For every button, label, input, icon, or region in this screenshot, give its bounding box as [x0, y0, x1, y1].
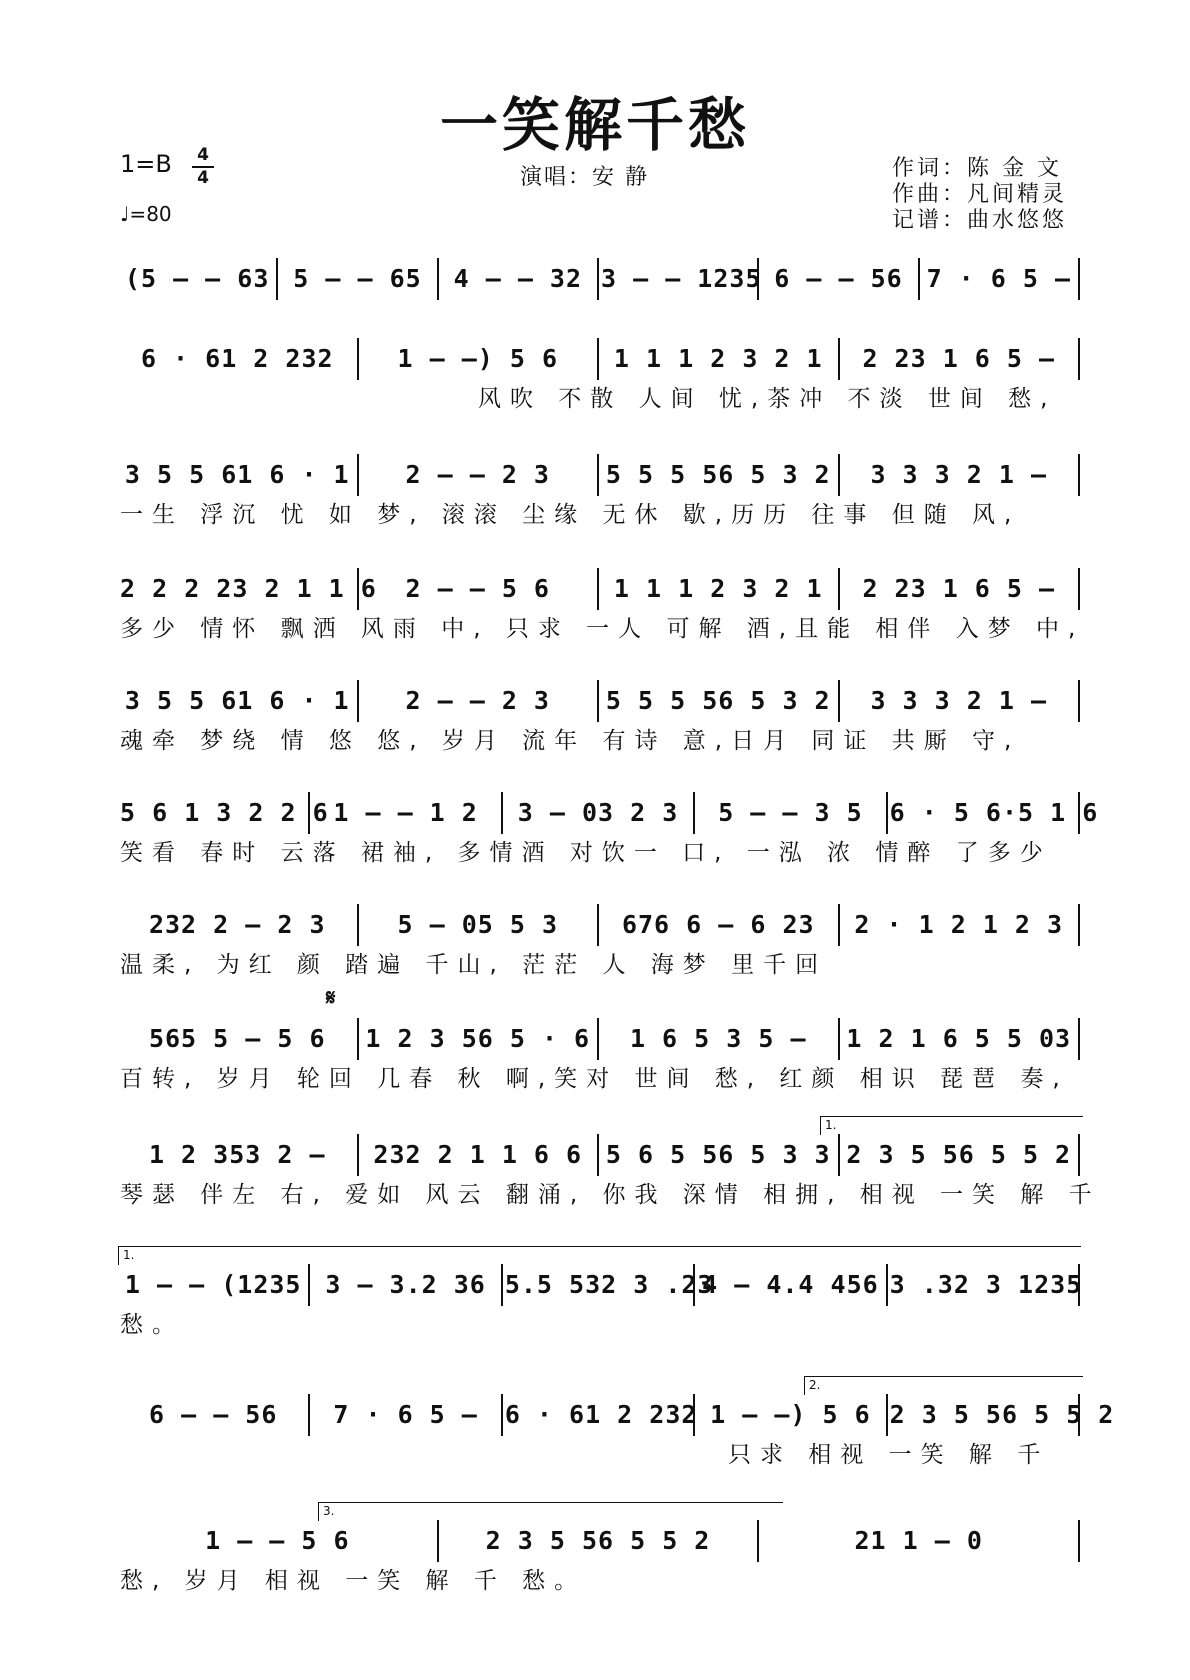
measure: 2 · 1 2 1 2 3	[840, 904, 1081, 946]
notation-row	[118, 1262, 1083, 1308]
measure: 2 – – 2 3	[359, 454, 600, 496]
measure: 3 5 5 61 6 · 1	[118, 680, 359, 722]
measure: 1 – –) 5 6	[359, 338, 600, 380]
lyrics-row: 琴瑟 伴左 右, 爱如 风云 翻涌, 你我 深情 相拥, 相视 一笑 解 千	[120, 1182, 1101, 1208]
time-signature-bottom: 4	[197, 168, 209, 188]
tempo-mark: ♩=80	[120, 202, 172, 226]
volta-1-second: 1.	[118, 1246, 1081, 1265]
measure: 2 23 1 6 5 –	[840, 568, 1081, 610]
measure: 2 3 5 56 5 5 2	[888, 1394, 1080, 1436]
measure: 1 2 1 6 5 5 03	[840, 1018, 1081, 1060]
singer-credit: 演唱：安 静	[520, 165, 649, 190]
credits-block	[892, 156, 1067, 234]
measure: 6 · 5 6·5 1 6	[888, 792, 1080, 834]
measure: 565 5 – 5 6	[118, 1018, 359, 1060]
score-line	[118, 256, 1080, 336]
score-line	[118, 1518, 1080, 1598]
measure: 1 2 3 56 5 · 6	[359, 1018, 600, 1060]
measure: 6 · 61 2 232	[118, 338, 359, 380]
notation-row	[118, 452, 1080, 498]
score-line	[118, 1392, 1115, 1472]
measure: 3 – 3.2 36	[310, 1264, 502, 1306]
score-line	[118, 678, 1080, 758]
measure: (5 – – 63	[118, 258, 278, 300]
measure: 5 – 05 5 3	[359, 904, 600, 946]
measure: 5 – – 3 5	[695, 792, 887, 834]
lyrics-row: 愁。	[120, 1312, 184, 1338]
measure: 5 5 5 56 5 3 2	[599, 680, 840, 722]
measure: 6 – – 56	[118, 1394, 310, 1436]
measure: 3 3 3 2 1 –	[840, 680, 1081, 722]
measure: 5 6 1 3 2 2 6	[118, 792, 310, 834]
measure: 1 – –) 5 6	[695, 1394, 887, 1436]
lyrics-row: 风吹 不散 人间 忧,茶冲 不淡 世间 愁,	[478, 386, 1057, 412]
measure: 232 2 – 2 3	[118, 904, 359, 946]
notation-row	[118, 902, 1080, 948]
notation-row	[118, 790, 1099, 836]
measure: 2 3 5 56 5 5 2	[840, 1134, 1081, 1176]
notation-row	[118, 1518, 1080, 1564]
measure: 1 – – 5 6	[118, 1520, 439, 1562]
notation-row	[118, 1132, 1080, 1178]
notation-row	[118, 1392, 1115, 1438]
score-line	[118, 790, 1099, 870]
measure: 5 6 5 56 5 3 3	[599, 1134, 840, 1176]
lyrics-row: 一生 浮沉 忧 如 梦, 滚滚 尘缘 无休 歇,历历 往事 但随 风,	[120, 502, 1021, 528]
measure: 3 3 3 2 1 –	[840, 454, 1081, 496]
volta-3: 3.	[318, 1502, 783, 1521]
volta-2: 2.	[804, 1376, 1083, 1395]
measure: 2 3 5 56 5 5 2	[439, 1520, 760, 1562]
measure: 5 – – 65	[278, 258, 438, 300]
measure: 3 .32 3 1235	[888, 1264, 1080, 1306]
notation-row	[118, 256, 1080, 302]
time-signature	[192, 146, 214, 188]
lyrics-row: 愁, 岁月 相视 一笑 解 千 愁。	[120, 1568, 587, 1594]
lyrics-row: 温柔, 为红 颜 踏遍 千山, 茫茫 人 海梦 里千回	[120, 952, 828, 978]
measure: 1 2 353 2 –	[118, 1134, 359, 1176]
measure: 21 1 – 0	[759, 1520, 1080, 1562]
lyrics-row	[118, 302, 1080, 336]
measure: 2 – – 5 6	[359, 568, 600, 610]
measure: 676 6 – 6 23	[599, 904, 840, 946]
score-line	[118, 336, 1080, 416]
measure: 5.5 532 3 .23	[503, 1264, 695, 1306]
notation-row	[118, 1016, 1080, 1062]
song-title: 一笑解千愁	[439, 91, 750, 159]
measure: 4 – 4.4 456	[695, 1264, 887, 1306]
score-line	[118, 902, 1080, 982]
transcriber-credit: 记谱：曲水悠悠	[892, 208, 1068, 233]
measure: 1 1 1 2 3 2 1	[599, 568, 840, 610]
notation-row	[118, 678, 1080, 724]
measure: 3 – – 1235	[599, 258, 759, 300]
measure: 1 – – 1 2	[310, 792, 502, 834]
lyrics-row: 多少 情怀 飘洒 风雨 中, 只求 一人 可解 酒,且能 相伴 入梦 中,	[120, 616, 1085, 642]
measure: 2 23 1 6 5 –	[840, 338, 1081, 380]
lyricist-credit: 作词：陈 金 文	[892, 156, 1062, 181]
score-line	[118, 1016, 1080, 1096]
measure: 7 · 6 5 –	[310, 1394, 502, 1436]
segno-mark: 𝄋	[326, 986, 336, 1011]
measure: 3 5 5 61 6 · 1	[118, 454, 359, 496]
measure: 2 – – 2 3	[359, 680, 600, 722]
notation-row	[118, 566, 1080, 612]
measure: 2 2 2 23 2 1 1 6	[118, 568, 359, 610]
measure: 7 · 6 5 –	[920, 258, 1080, 300]
measure: 232 2 1 1 6 6	[359, 1134, 600, 1176]
score-line	[118, 1262, 1083, 1342]
measure: 6 – – 56	[759, 258, 919, 300]
score-line	[118, 566, 1085, 646]
volta-1-first: 1.	[820, 1116, 1083, 1135]
lyrics-row: 只求 相视 一笑 解 千	[728, 1442, 1050, 1468]
score-line	[118, 452, 1080, 532]
measure: 1 – – (1235	[118, 1264, 310, 1306]
measure: 6 · 61 2 232	[503, 1394, 695, 1436]
measure: 3 – 03 2 3	[503, 792, 695, 834]
key-signature: 1=B	[120, 150, 172, 178]
composer-credit: 作曲：凡间精灵	[892, 182, 1068, 207]
time-signature-top: 4	[197, 145, 209, 165]
notation-row	[118, 336, 1080, 382]
lyrics-row: 魂牵 梦绕 情 悠 悠, 岁月 流年 有诗 意,日月 同证 共厮 守,	[120, 728, 1021, 754]
score-line	[118, 1132, 1101, 1212]
measure: 4 – – 32	[439, 258, 599, 300]
lyrics-row: 百转, 岁月 轮回 几春 秋 啊,笑对 世间 愁, 红颜 相识 琵琶 奏,	[120, 1066, 1069, 1092]
measure: 5 5 5 56 5 3 2	[599, 454, 840, 496]
measure: 1 6 5 3 5 –	[599, 1018, 840, 1060]
measure: 1 1 1 2 3 2 1	[599, 338, 840, 380]
lyrics-row: 笑看 春时 云落 裙袖, 多情酒 对饮一 口, 一泓 浓 情醉 了多少	[120, 840, 1052, 866]
